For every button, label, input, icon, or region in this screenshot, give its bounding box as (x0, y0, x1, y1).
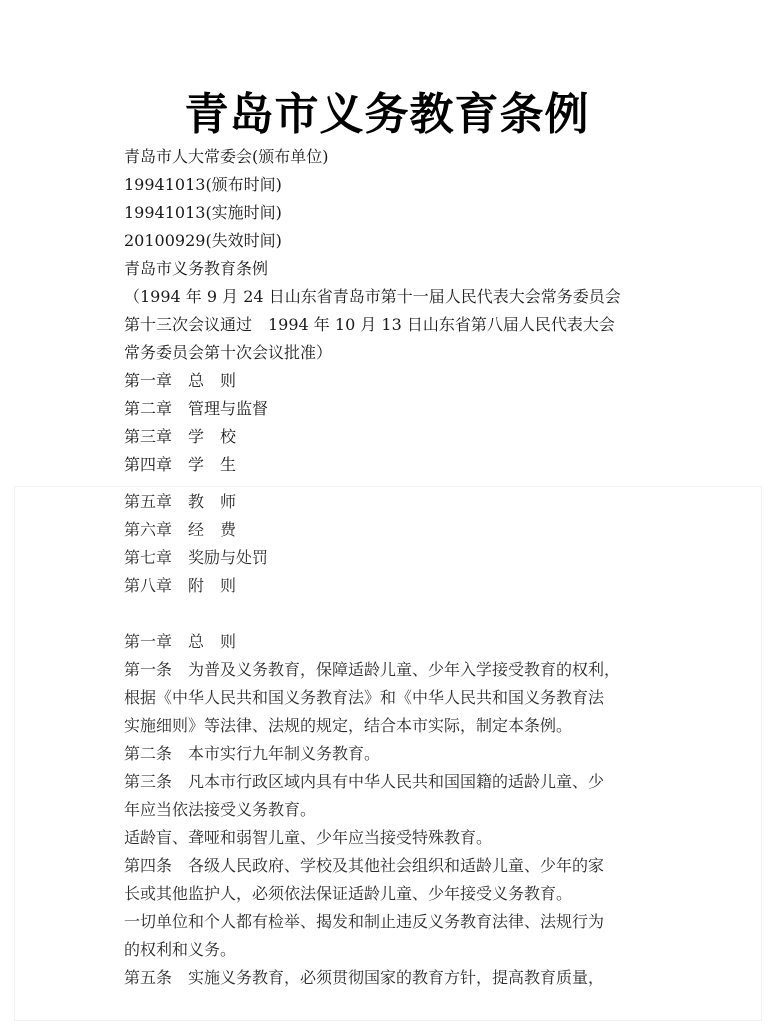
article-text: 年应当依法接受义务教育。 (124, 800, 317, 819)
article-text: 的权利和义务。 (124, 940, 237, 959)
article-text: 第二条 本市实行九年制义务教育。 (124, 744, 381, 763)
document-title: 青岛市义务教育条例 (184, 89, 590, 141)
issue-date: 19941013(颁布时间) (124, 175, 282, 194)
toc-chapter: 第五章 教 师 (124, 492, 237, 511)
toc-chapter: 第三章 学 校 (124, 427, 237, 446)
article-text: 一切单位和个人都有检举、揭发和制止违反义务教育法律、法规行为 (124, 912, 605, 931)
toc-chapter: 第七章 奖励与处罚 (124, 548, 269, 567)
article-text: 实施细则》等法律、法规的规定，结合本市实际，制定本条例。 (124, 716, 573, 735)
article-text: 第四条 各级人民政府、学校及其他社会组织和适龄儿童、少年的家 (124, 856, 605, 875)
chapter-heading: 第一章 总 则 (124, 632, 237, 651)
article-text: 第一条 为普及义务教育，保障适龄儿童、少年入学接受教育的权利， (124, 660, 621, 679)
article-text: 长或其他监护人，必须依法保证适龄儿童、少年接受义务教育。 (124, 884, 573, 903)
article-text: 适龄盲、聋哑和弱智儿童、少年应当接受特殊教育。 (124, 828, 493, 847)
effective-date: 19941013(实施时间) (124, 203, 282, 222)
toc-chapter: 第一章 总 则 (124, 371, 237, 390)
regulation-body (124, 628, 654, 992)
article-text: 根据《中华人民共和国义务教育法》和《中华人民共和国义务教育法 (124, 688, 605, 707)
issuing-authority: 青岛市人大常委会(颁布单位) (124, 147, 329, 166)
adoption-note-line: 第十三次会议通过 1994 年 10 月 13 日山东省第八届人民代表大会 (124, 315, 615, 334)
toc-chapter: 第四章 学 生 (124, 455, 237, 474)
document-header-block (124, 143, 654, 479)
expiry-date: 20100929(失效时间) (124, 231, 282, 250)
adoption-note-line: （1994 年 9 月 24 日山东省青岛市第十一届人民代表大会常务委员会 (124, 287, 621, 306)
article-text: 第三条 凡本市行政区域内具有中华人民共和国国籍的适龄儿童、少 (124, 772, 605, 791)
toc-chapter: 第八章 附 则 (124, 576, 237, 595)
adoption-note-line: 常务委员会第十次会议批准） (124, 343, 333, 362)
toc-chapter: 第二章 管理与监督 (124, 399, 269, 418)
toc-chapter: 第六章 经 费 (124, 520, 237, 539)
article-text: 第五条 实施义务教育，必须贯彻国家的教育方针，提高教育质量， (124, 968, 605, 987)
regulation-name: 青岛市义务教育条例 (124, 259, 269, 278)
toc-block-continued (124, 488, 654, 600)
